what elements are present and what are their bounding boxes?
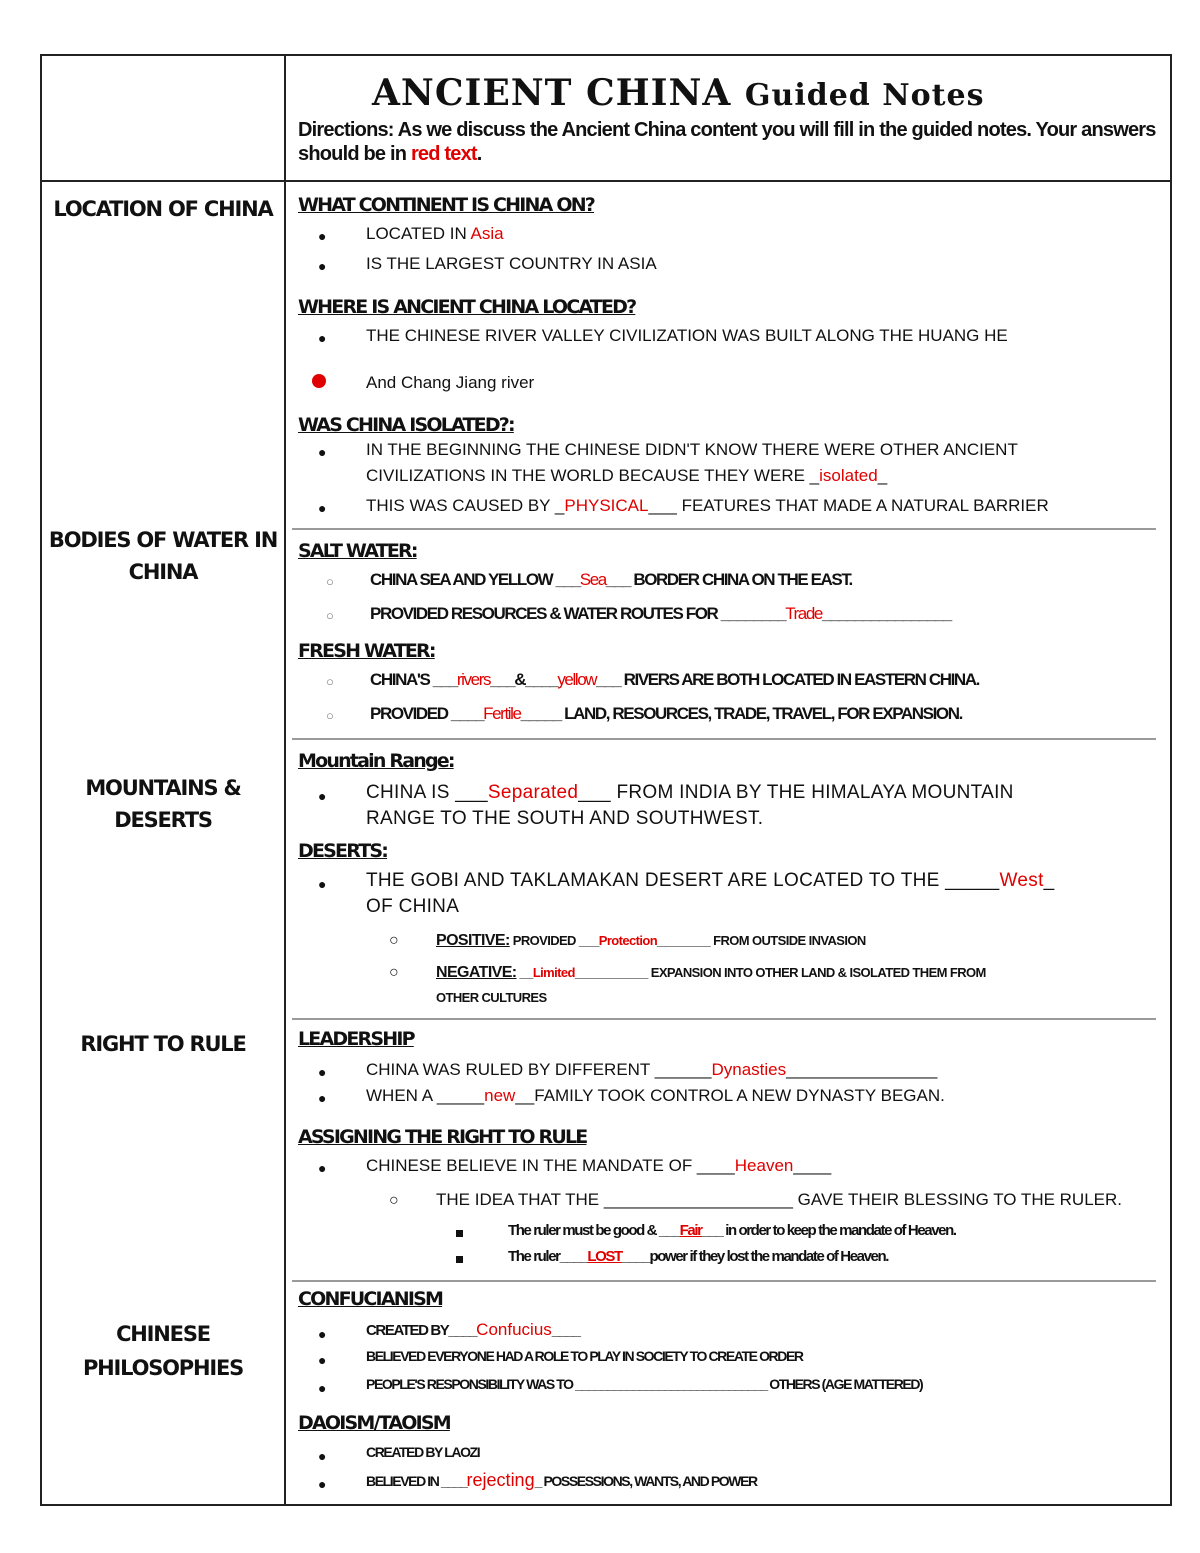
answer-text: Separated [487,782,579,803]
note-beginning-line1: IN THE BEGINNING THE CHINESE DIDN'T KNOW THERE WERE OTHER ANCIENT [366,440,1018,459]
bullet-dot: ● [318,1476,327,1492]
heading-fresh-water: FRESH WATER: [298,640,435,662]
answer-text: Sea [579,570,606,589]
note-china-sea [370,570,852,590]
note-chinas-rivers [370,670,979,690]
note-text: The ruler____ [508,1248,588,1265]
note-river-valley: THE CHINESE RIVER VALLEY CIVILIZATION WAS BUILT ALONG THE HUANG HE [366,326,1008,345]
note-text: THIS WAS CAUSED BY _ [366,496,565,515]
bullet-circle: ○ [389,932,399,949]
heading-assigning-right: ASSIGNING THE RIGHT TO RULE [298,1126,587,1148]
note-fertile-land [370,704,962,724]
note-text: ___ FEATURES THAT MADE A NATURAL BARRIER [648,496,1049,515]
bullet-ring: ○ [326,674,334,689]
answer-text: Fair [679,1222,702,1239]
directions [298,118,1158,166]
section-separator [292,1018,1156,1020]
note-separated-line1 [366,782,1014,804]
heading-isolated: WAS CHINA ISOLATED?: [298,414,514,436]
note-text: _ POSSESSIONS, WANTS, AND POWER [534,1473,757,1489]
note-text: ___ RIVERS ARE BOTH LOCATED IN EASTERN CHINA. [596,670,979,689]
note-text: CREATED BY____ [366,1322,477,1339]
note-text: ____power if they lost the mandate of Heaven. [621,1248,889,1265]
note-located-in [366,224,504,244]
bullet-dot: ● [318,1352,327,1368]
heading-salt-water: SALT WATER: [298,540,417,562]
answer-text: Protection [598,933,658,948]
note-text: _ [877,466,888,485]
note-dynasties [366,1060,937,1080]
category-location: LOCATION OF CHINA [53,197,273,221]
note-text: CHINA WAS RULED BY DIFFERENT ______ [366,1060,712,1079]
answer-text: Trade [785,604,822,623]
note-text: PROVIDED ____ [370,704,484,723]
bullet-dot: ● [318,1326,327,1342]
note-physical-features [366,496,1049,516]
note-text: ________________ [821,604,951,623]
note-idea-blessing: THE IDEA THAT THE ____________________ GAVE THEIR BLESSING TO THE RULER. [436,1190,1123,1209]
note-text: __FAMILY TOOK CONTROL A NEW DYNASTY BEGAN. [515,1086,945,1105]
bullet-square [456,1230,463,1237]
note-text: _ [1043,870,1055,891]
bullet-ring: ○ [326,574,334,589]
title-main: ANCIENT CHINA [372,72,732,114]
category-water-line1: BODIES OF WATER IN [48,528,278,552]
note-text: THE GOBI AND TAKLAMAKAN DESERT ARE LOCATED TO THE _____ [366,870,1000,891]
answer-chang-jiang: And Chang Jiang river [366,373,535,392]
answer-text: PHYSICAL [564,496,649,515]
note-negative-line2: OTHER CULTURES [436,990,547,1005]
section-separator [292,1280,1156,1282]
note-largest-country: IS THE LARGEST COUNTRY IN ASIA [366,254,657,273]
answer-text: isolated [819,466,878,485]
note-text: _____ LAND, RESOURCES, TRADE, TRAVEL, FOR EXPANSION. [520,704,962,723]
bullet-dot: ● [318,1090,327,1106]
note-text: ___&____ [490,670,558,689]
answer-text: LOST [587,1248,622,1265]
note-role-in-society: BELIEVED EVERYONE HAD A ROLE TO PLAY IN SOCIETY TO CREATE ORDER [366,1348,803,1364]
note-rejecting [366,1470,757,1491]
directions-red-text: red text [410,143,477,165]
section-separator [292,528,1156,530]
bullet-circle: ○ [389,1192,399,1209]
note-text: CHINA'S ___ [370,670,457,689]
answer-text: rejecting [466,1470,535,1490]
note-water-routes [370,604,951,624]
category-philosophies-line1: CHINESE [116,1322,210,1346]
note-text: ___ BORDER CHINA ON THE EAST. [605,570,852,589]
note-text: CHINESE BELIEVE IN THE MANDATE OF ____ [366,1156,735,1175]
note-separated-line2: RANGE TO THE SOUTH AND SOUTHWEST. [366,808,764,829]
bullet-ring: ○ [326,608,334,623]
heading-leadership: LEADERSHIP [298,1028,414,1050]
bullet-dot: ● [318,1448,327,1464]
note-ruler-lost [508,1248,888,1265]
bullet-dot: ● [318,258,327,274]
category-right-to-rule: RIGHT TO RULE [80,1032,246,1056]
title-sub: Guided Notes [744,78,985,113]
answer-text: Fertile [483,704,521,723]
category-mountains-line1: MOUNTAINS & [85,776,241,800]
heading-deserts: DESERTS: [298,840,388,862]
answer-text: Limited [532,965,575,980]
note-created-by-laozi: CREATED BY LAOZI [366,1444,480,1460]
bullet-dot: ● [318,1380,327,1396]
answer-text: yellow [557,670,597,689]
note-text: PROVIDED ___ [509,933,599,948]
note-text: PROVIDED RESOURCES & WATER ROUTES FOR ________ [370,604,786,623]
bullet-circle: ○ [389,964,399,981]
directions-suffix: . [476,143,482,165]
section-separator [292,738,1156,740]
bullet-ring: ○ [326,708,334,723]
directions-text: Directions: As we discuss the Ancient China content you will fill in the guided notes. Your answers should be in [298,119,1156,165]
note-text: ________ FROM OUTSIDE INVASION [657,933,866,948]
category-water-line2: CHINA [128,560,198,584]
bullet-dot: ● [318,330,327,346]
heading-continent: WHAT CONTINENT IS CHINA ON? [298,194,595,216]
heading-mountain-range: Mountain Range: [298,750,454,772]
note-text: CHINA IS ___ [366,782,488,803]
note-created-by-confucius [366,1320,580,1340]
header-divider [40,180,1172,182]
note-gobi-line2: OF CHINA [366,896,460,917]
note-text: BELIEVED IN ____ [366,1473,467,1489]
note-text: ________________ [786,1060,938,1079]
note-gobi-line1 [366,870,1055,892]
note-text: The ruler must be good & ___ [508,1222,680,1239]
red-bullet-dot [312,374,326,388]
category-mountains-line2: DESERTS [114,808,212,832]
bullet-dot: ● [318,1064,327,1080]
note-mandate [366,1156,831,1176]
note-text: WHEN A _____ [366,1086,485,1105]
column-divider [284,54,286,1506]
positive-label: POSITIVE: [436,932,510,949]
note-ruler-good [508,1222,956,1239]
category-philosophies-line2: PHILOSOPHIES [82,1356,244,1380]
page-title [372,72,984,114]
bullet-dot: ● [318,1160,327,1176]
negative-label: NEGATIVE: [436,964,517,981]
note-negative-line1 [436,964,986,982]
bullet-dot: ● [318,788,327,804]
note-beginning-line2 [366,466,887,486]
note-text: CHINA SEA AND YELLOW ___ [370,570,580,589]
note-text: __ [516,965,533,980]
note-text: ____ [793,1156,832,1175]
bullet-dot: ● [318,444,327,460]
answer-text: rivers [456,670,491,689]
note-text: ___ in order to keep the mandate of Heaven. [701,1222,956,1239]
answer-text: West [999,870,1044,891]
heading-confucianism: CONFUCIANISM [298,1288,443,1310]
answer-text: new [484,1086,516,1105]
note-responsibility: PEOPLE'S RESPONSIBILITY WAS TO ______________________________ OTHERS (AGE MATTERED) [366,1376,923,1392]
bullet-dot: ● [318,876,327,892]
heading-daoism: DAOISM/TAOISM [298,1412,450,1434]
bullet-square [456,1256,463,1263]
answer-text: Heaven [734,1156,794,1175]
bullet-dot: ● [318,228,327,244]
note-text: ____ [551,1322,580,1339]
answer-text: Dynasties [711,1060,787,1079]
bullet-dot: ● [318,500,327,516]
note-text: ___ FROM INDIA BY THE HIMALAYA MOUNTAIN [578,782,1014,803]
note-text: ___________ EXPANSION INTO OTHER LAND & ISOLATED THEM FROM [574,965,986,980]
answer-text: Asia [470,224,504,243]
heading-where-located: WHERE IS ANCIENT CHINA LOCATED? [298,296,636,318]
answer-text: Confucius [476,1320,552,1339]
note-text: CIVILIZATIONS IN THE WORLD BECAUSE THEY WERE _ [366,466,820,485]
note-positive [436,932,866,950]
note-new-family [366,1086,945,1106]
note-text: LOCATED IN [366,224,471,243]
